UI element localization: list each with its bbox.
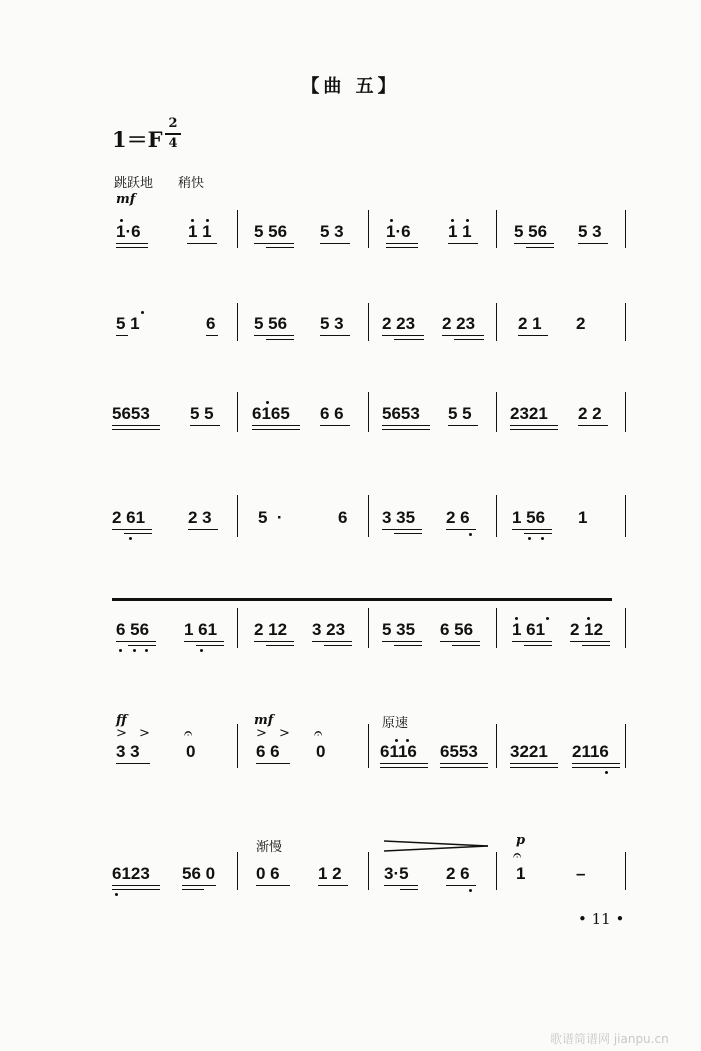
underline bbox=[394, 533, 422, 534]
underline bbox=[510, 767, 558, 768]
note-group: 6 bbox=[206, 314, 216, 333]
underline bbox=[116, 641, 156, 642]
underline bbox=[116, 247, 148, 248]
underline bbox=[454, 339, 484, 340]
accent-mark: > bbox=[139, 726, 150, 741]
underline bbox=[578, 243, 608, 244]
note-group: 3 3 bbox=[116, 742, 140, 761]
page-number: • 11 • bbox=[578, 910, 625, 928]
decrescendo-hairpin bbox=[384, 838, 490, 854]
note-group: 5 35 bbox=[382, 620, 416, 639]
underline bbox=[572, 763, 620, 764]
high-octave-dot bbox=[191, 219, 194, 222]
note-group: 5 5 bbox=[448, 404, 472, 423]
high-octave-dot bbox=[266, 401, 269, 404]
note-group: 5 56 bbox=[514, 222, 548, 241]
time-signature-bar bbox=[165, 133, 181, 135]
note-group: 3·5 bbox=[384, 864, 409, 883]
underline bbox=[570, 641, 610, 642]
note-group: 6 6 bbox=[256, 742, 280, 761]
barline bbox=[625, 495, 626, 537]
underline bbox=[112, 885, 160, 886]
note-group: 5 3 bbox=[320, 222, 344, 241]
note-group: 1 56 bbox=[512, 508, 546, 527]
underline bbox=[380, 767, 428, 768]
note-group: 3 35 bbox=[382, 508, 416, 527]
note-group: 56 0 bbox=[182, 864, 216, 883]
underline bbox=[254, 335, 294, 336]
piece-title: 【曲 五】 bbox=[301, 76, 400, 97]
note-group: 5 5 bbox=[190, 404, 214, 423]
note-group: 5 · bbox=[258, 508, 283, 527]
note-group: 1 61 bbox=[184, 620, 218, 639]
underline bbox=[266, 339, 294, 340]
time-signature bbox=[165, 116, 181, 152]
note-group: 2 23 bbox=[382, 314, 416, 333]
note-group: 1 61 bbox=[512, 620, 546, 639]
barline bbox=[237, 852, 238, 890]
underline bbox=[320, 335, 350, 336]
note-group: 1 1 bbox=[188, 222, 212, 241]
note-group: 5 3 bbox=[320, 314, 344, 333]
barline bbox=[368, 608, 369, 648]
barline bbox=[496, 210, 497, 248]
low-octave-dot bbox=[115, 893, 118, 896]
note-group: 1 bbox=[516, 864, 526, 883]
underline bbox=[320, 243, 350, 244]
key-signature: 1＝F bbox=[112, 127, 163, 152]
underline bbox=[524, 645, 552, 646]
expression-style: 跳跃地 bbox=[114, 176, 154, 191]
high-octave-dot bbox=[141, 311, 144, 314]
underline bbox=[266, 645, 294, 646]
underline bbox=[382, 335, 424, 336]
note-group: 3221 bbox=[510, 742, 548, 761]
note-group: 6 56 bbox=[440, 620, 474, 639]
note-group: 2 61 bbox=[112, 508, 146, 527]
underline bbox=[386, 247, 418, 248]
low-octave-dot bbox=[469, 533, 472, 536]
underline bbox=[582, 645, 610, 646]
underline bbox=[116, 243, 148, 244]
note-group: 6165 bbox=[252, 404, 290, 423]
underline bbox=[510, 429, 558, 430]
note-group: 0 bbox=[316, 742, 326, 761]
underline bbox=[510, 425, 558, 426]
barline bbox=[237, 724, 238, 768]
note-group: 3 23 bbox=[312, 620, 346, 639]
underline bbox=[578, 425, 608, 426]
note-group: 2116 bbox=[572, 742, 609, 761]
note-group: 6 56 bbox=[116, 620, 150, 639]
high-octave-dot bbox=[120, 219, 123, 222]
barline bbox=[368, 724, 369, 768]
low-octave-dot bbox=[145, 649, 148, 652]
accent-mark: > bbox=[256, 726, 267, 741]
note-group: 2 3 bbox=[188, 508, 212, 527]
note-group: 5 1 bbox=[116, 314, 140, 333]
underline bbox=[526, 247, 554, 248]
high-octave-dot bbox=[206, 219, 209, 222]
underline bbox=[510, 763, 558, 764]
barline bbox=[625, 724, 626, 768]
fermata: 𝄐 bbox=[513, 846, 522, 864]
underline bbox=[448, 243, 478, 244]
note-group: 6 6 bbox=[320, 404, 344, 423]
watermark: 歌谱简谱网 jianpu.cn bbox=[550, 1032, 669, 1046]
low-octave-dot bbox=[605, 771, 608, 774]
underline bbox=[442, 335, 484, 336]
barline bbox=[625, 303, 626, 341]
underline bbox=[182, 885, 216, 886]
note-group: 6 bbox=[338, 508, 348, 527]
note-group: 0 bbox=[186, 742, 196, 761]
underline bbox=[184, 641, 224, 642]
note-group: 2 6 bbox=[446, 864, 470, 883]
high-octave-dot bbox=[466, 219, 469, 222]
dynamic-ff: ff bbox=[116, 713, 127, 728]
high-octave-dot bbox=[587, 617, 590, 620]
underline bbox=[446, 885, 476, 886]
underline bbox=[112, 529, 152, 530]
underline bbox=[254, 243, 294, 244]
note-group: 6116 bbox=[380, 742, 417, 761]
tempo-gradual-slow: 渐慢 bbox=[256, 840, 283, 855]
note-group: 1·6 bbox=[386, 222, 411, 241]
barline bbox=[237, 392, 238, 432]
barline bbox=[496, 852, 497, 890]
barline bbox=[496, 303, 497, 341]
underline bbox=[252, 429, 300, 430]
note-group: 5 3 bbox=[578, 222, 602, 241]
note-group: 5653 bbox=[382, 404, 420, 423]
underline bbox=[266, 247, 294, 248]
time-signature-bottom: 4 bbox=[168, 136, 178, 151]
divider-rule bbox=[112, 598, 612, 601]
note-group: 5 56 bbox=[254, 222, 288, 241]
underline bbox=[448, 425, 478, 426]
note-group: 1 bbox=[578, 508, 588, 527]
underline bbox=[112, 429, 160, 430]
underline bbox=[256, 885, 290, 886]
low-octave-dot bbox=[119, 649, 122, 652]
underline bbox=[382, 425, 430, 426]
barline bbox=[237, 495, 238, 537]
underline bbox=[440, 763, 488, 764]
underline bbox=[206, 335, 218, 336]
underline bbox=[254, 641, 294, 642]
barline bbox=[496, 608, 497, 648]
low-octave-dot bbox=[541, 537, 544, 540]
underline bbox=[324, 645, 352, 646]
underline bbox=[380, 763, 428, 764]
dynamic-mf-start: mf bbox=[116, 192, 136, 207]
barline bbox=[625, 852, 626, 890]
underline bbox=[440, 641, 480, 642]
barline bbox=[237, 303, 238, 341]
note-group: 2 1 bbox=[518, 314, 542, 333]
accent-mark: > bbox=[279, 726, 290, 741]
underline bbox=[400, 889, 418, 890]
expression-tempo: 稍快 bbox=[178, 176, 205, 191]
underline bbox=[116, 763, 150, 764]
underline bbox=[112, 425, 160, 426]
underline bbox=[572, 767, 620, 768]
underline bbox=[382, 641, 422, 642]
dynamic-p: p bbox=[516, 833, 526, 848]
note-group: 2321 bbox=[510, 404, 548, 423]
low-octave-dot bbox=[129, 537, 132, 540]
underline bbox=[452, 645, 480, 646]
barline bbox=[237, 608, 238, 648]
underline bbox=[112, 889, 160, 890]
note-group: 6123 bbox=[112, 864, 150, 883]
underline bbox=[512, 641, 552, 642]
underline bbox=[128, 645, 156, 646]
low-octave-dot bbox=[528, 537, 531, 540]
barline bbox=[368, 495, 369, 537]
high-octave-dot bbox=[395, 739, 398, 742]
underline bbox=[124, 533, 152, 534]
underline bbox=[382, 529, 422, 530]
note-group: 1 1 bbox=[448, 222, 472, 241]
note-group: 2 6 bbox=[446, 508, 470, 527]
underline bbox=[386, 243, 418, 244]
note-group: 2 bbox=[576, 314, 586, 333]
note-group: 5653 bbox=[112, 404, 150, 423]
accent-mark: > bbox=[116, 726, 127, 741]
underline bbox=[446, 529, 476, 530]
underline bbox=[116, 335, 128, 336]
underline bbox=[256, 763, 290, 764]
note-group: 2 12 bbox=[570, 620, 604, 639]
dynamic-mf: mf bbox=[254, 713, 274, 728]
underline bbox=[188, 529, 218, 530]
low-octave-dot bbox=[133, 649, 136, 652]
high-octave-dot bbox=[406, 739, 409, 742]
barline bbox=[368, 852, 369, 890]
underline bbox=[252, 425, 300, 426]
underline bbox=[394, 645, 422, 646]
barline bbox=[237, 210, 238, 248]
low-octave-dot bbox=[200, 649, 203, 652]
underline bbox=[384, 885, 418, 886]
barline bbox=[368, 303, 369, 341]
time-signature-top: 2 bbox=[168, 116, 178, 131]
barline bbox=[496, 392, 497, 432]
note-group: 1 2 bbox=[318, 864, 342, 883]
high-octave-dot bbox=[451, 219, 454, 222]
underline bbox=[320, 425, 350, 426]
underline bbox=[382, 429, 430, 430]
fermata: 𝄐 bbox=[184, 724, 193, 742]
note-group: 2 2 bbox=[578, 404, 602, 423]
barline bbox=[496, 724, 497, 768]
underline bbox=[518, 335, 548, 336]
note-group: 2 12 bbox=[254, 620, 288, 639]
high-octave-dot bbox=[390, 219, 393, 222]
barline bbox=[368, 210, 369, 248]
note-group: 5 56 bbox=[254, 314, 288, 333]
barline bbox=[625, 392, 626, 432]
underline bbox=[312, 641, 352, 642]
barline bbox=[625, 210, 626, 248]
underline bbox=[514, 243, 554, 244]
underline bbox=[190, 425, 220, 426]
barline bbox=[625, 608, 626, 648]
tempo-original: 原速 bbox=[382, 716, 409, 731]
underline bbox=[394, 339, 424, 340]
note-group: 6553 bbox=[440, 742, 478, 761]
fermata: 𝄐 bbox=[314, 724, 323, 742]
underline bbox=[187, 243, 217, 244]
low-octave-dot bbox=[469, 889, 472, 892]
note-group: 0 6 bbox=[256, 864, 280, 883]
underline bbox=[524, 533, 552, 534]
barline bbox=[496, 495, 497, 537]
underline bbox=[512, 529, 552, 530]
underline bbox=[182, 889, 204, 890]
note-group: – bbox=[576, 864, 586, 883]
barline bbox=[368, 392, 369, 432]
underline bbox=[440, 767, 488, 768]
underline bbox=[318, 885, 348, 886]
note-group: 2 23 bbox=[442, 314, 476, 333]
high-octave-dot bbox=[515, 617, 518, 620]
note-group: 1·6 bbox=[116, 222, 141, 241]
underline bbox=[196, 645, 224, 646]
high-octave-dot bbox=[546, 617, 549, 620]
